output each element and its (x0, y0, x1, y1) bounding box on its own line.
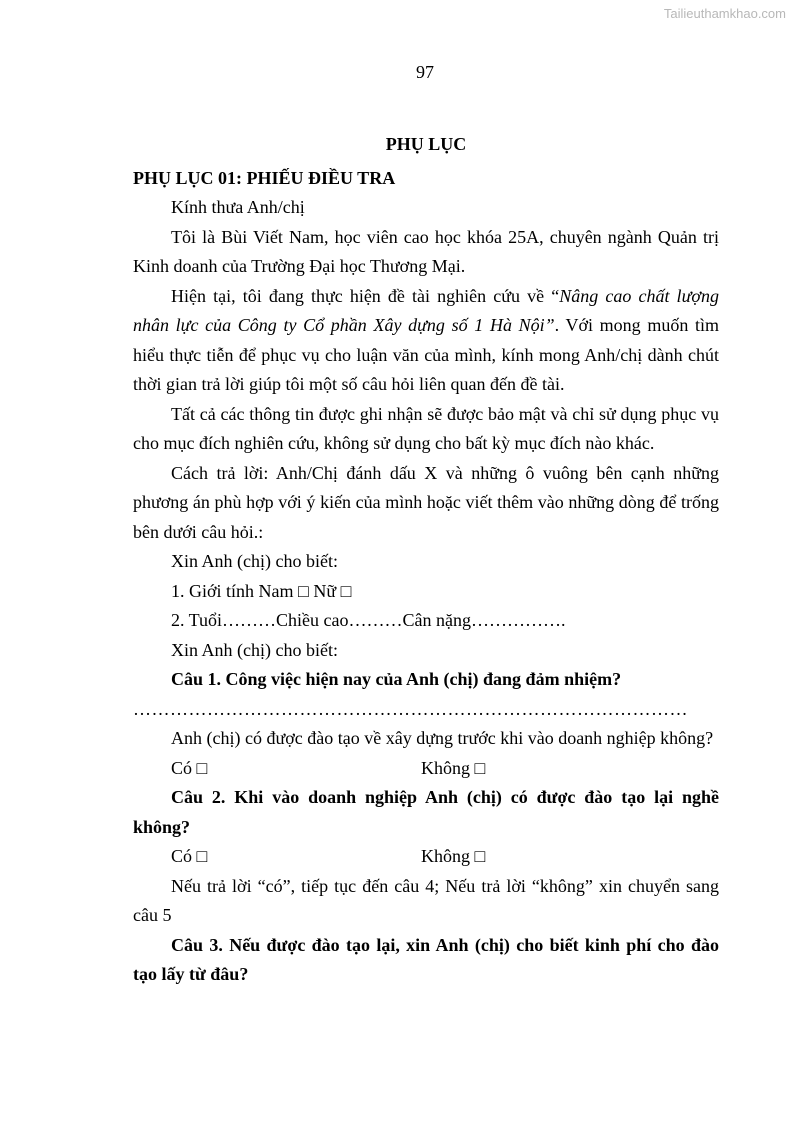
intro-2-suffix: . Với mong muốn tìm hiểu thực tiễn để phục vụ cho luận văn của mình, kính mong Anh/chị dành chút thời gian trả lời giúp tôi một số câu hỏi liên quan đến đề tài. (133, 315, 720, 394)
option-no-checkbox[interactable]: Không □ (421, 846, 486, 866)
research-topic: Nâng cao chất lượng nhân lực của Công ty Cổ phần Xây dựng số 1 Hà Nội” (133, 285, 719, 335)
option-yes-checkbox[interactable]: Có □ (171, 757, 208, 778)
page-number: 97 (416, 62, 434, 82)
ask-line-1: Xin Anh (chị) cho biết: (171, 551, 338, 571)
gender-item[interactable]: 1. Giới tính Nam □ Nữ □ (171, 580, 352, 601)
question-2-options (133, 842, 719, 872)
appendix-heading: PHỤ LỤC 01: PHIẾU ĐIỀU TRA (133, 167, 396, 188)
intro-2-prefix: Hiện tại, tôi đang thực hiện đề tài nghiên cứu về “ (171, 285, 560, 306)
question-2: Câu 2. Khi vào doanh nghiệp Anh (chị) có được đào tạo lại nghề không? (133, 787, 719, 837)
instructions: Cách trả lời: Anh/Chị đánh dấu X và những ô vuông bên cạnh những phương án phù hợp với ý kiến của mình hoặc viết thêm vào những dòng để trống bên dưới câu hỏi.: (133, 462, 719, 542)
question-1: Câu 1. Công việc hiện nay của Anh (chị) đang đảm nhiệm? (171, 669, 622, 689)
question-1-options (133, 754, 719, 784)
option-no-checkbox[interactable]: Không □ (421, 757, 486, 778)
question-2-note: Nếu trả lời “có”, tiếp tục đến câu 4; Nếu trả lời “không” xin chuyển sang câu 5 (133, 875, 719, 925)
document-body (133, 130, 719, 990)
intro-paragraph-3: Tất cả các thông tin được ghi nhận sẽ được bảo mật và chỉ sử dụng phục vụ cho mục đích nghiên cứu, không sử dụng cho bất kỳ mục đích nào khác. (133, 403, 719, 453)
age-height-weight-item[interactable]: 2. Tuổi………Chiều cao………Cân nặng……………. (171, 610, 566, 630)
watermark: Tailieuthamkhao.com (663, 6, 786, 21)
page-title: PHỤ LỤC (385, 134, 467, 154)
question-3: Câu 3. Nếu được đào tạo lại, xin Anh (chị) cho biết kinh phí cho đào tạo lấy từ đâu? (133, 934, 719, 984)
intro-paragraph-1: Tôi là Bùi Viết Nam, học viên cao học khóa 25A, chuyên ngành Quản trị Kinh doanh của Trường Đại học Thương Mại. (133, 226, 719, 276)
greeting: Kính thưa Anh/chị (171, 197, 305, 217)
question-1-answer-line[interactable]: ……………………………………………………………………………… (133, 698, 688, 719)
option-yes-checkbox[interactable]: Có □ (171, 846, 208, 866)
intro-paragraph-2 (133, 282, 719, 400)
ask-line-2: Xin Anh (chị) cho biết: (171, 639, 338, 660)
question-1-sub: Anh (chị) có được đào tạo về xây dựng trước khi vào doanh nghiệp không? (171, 728, 714, 748)
